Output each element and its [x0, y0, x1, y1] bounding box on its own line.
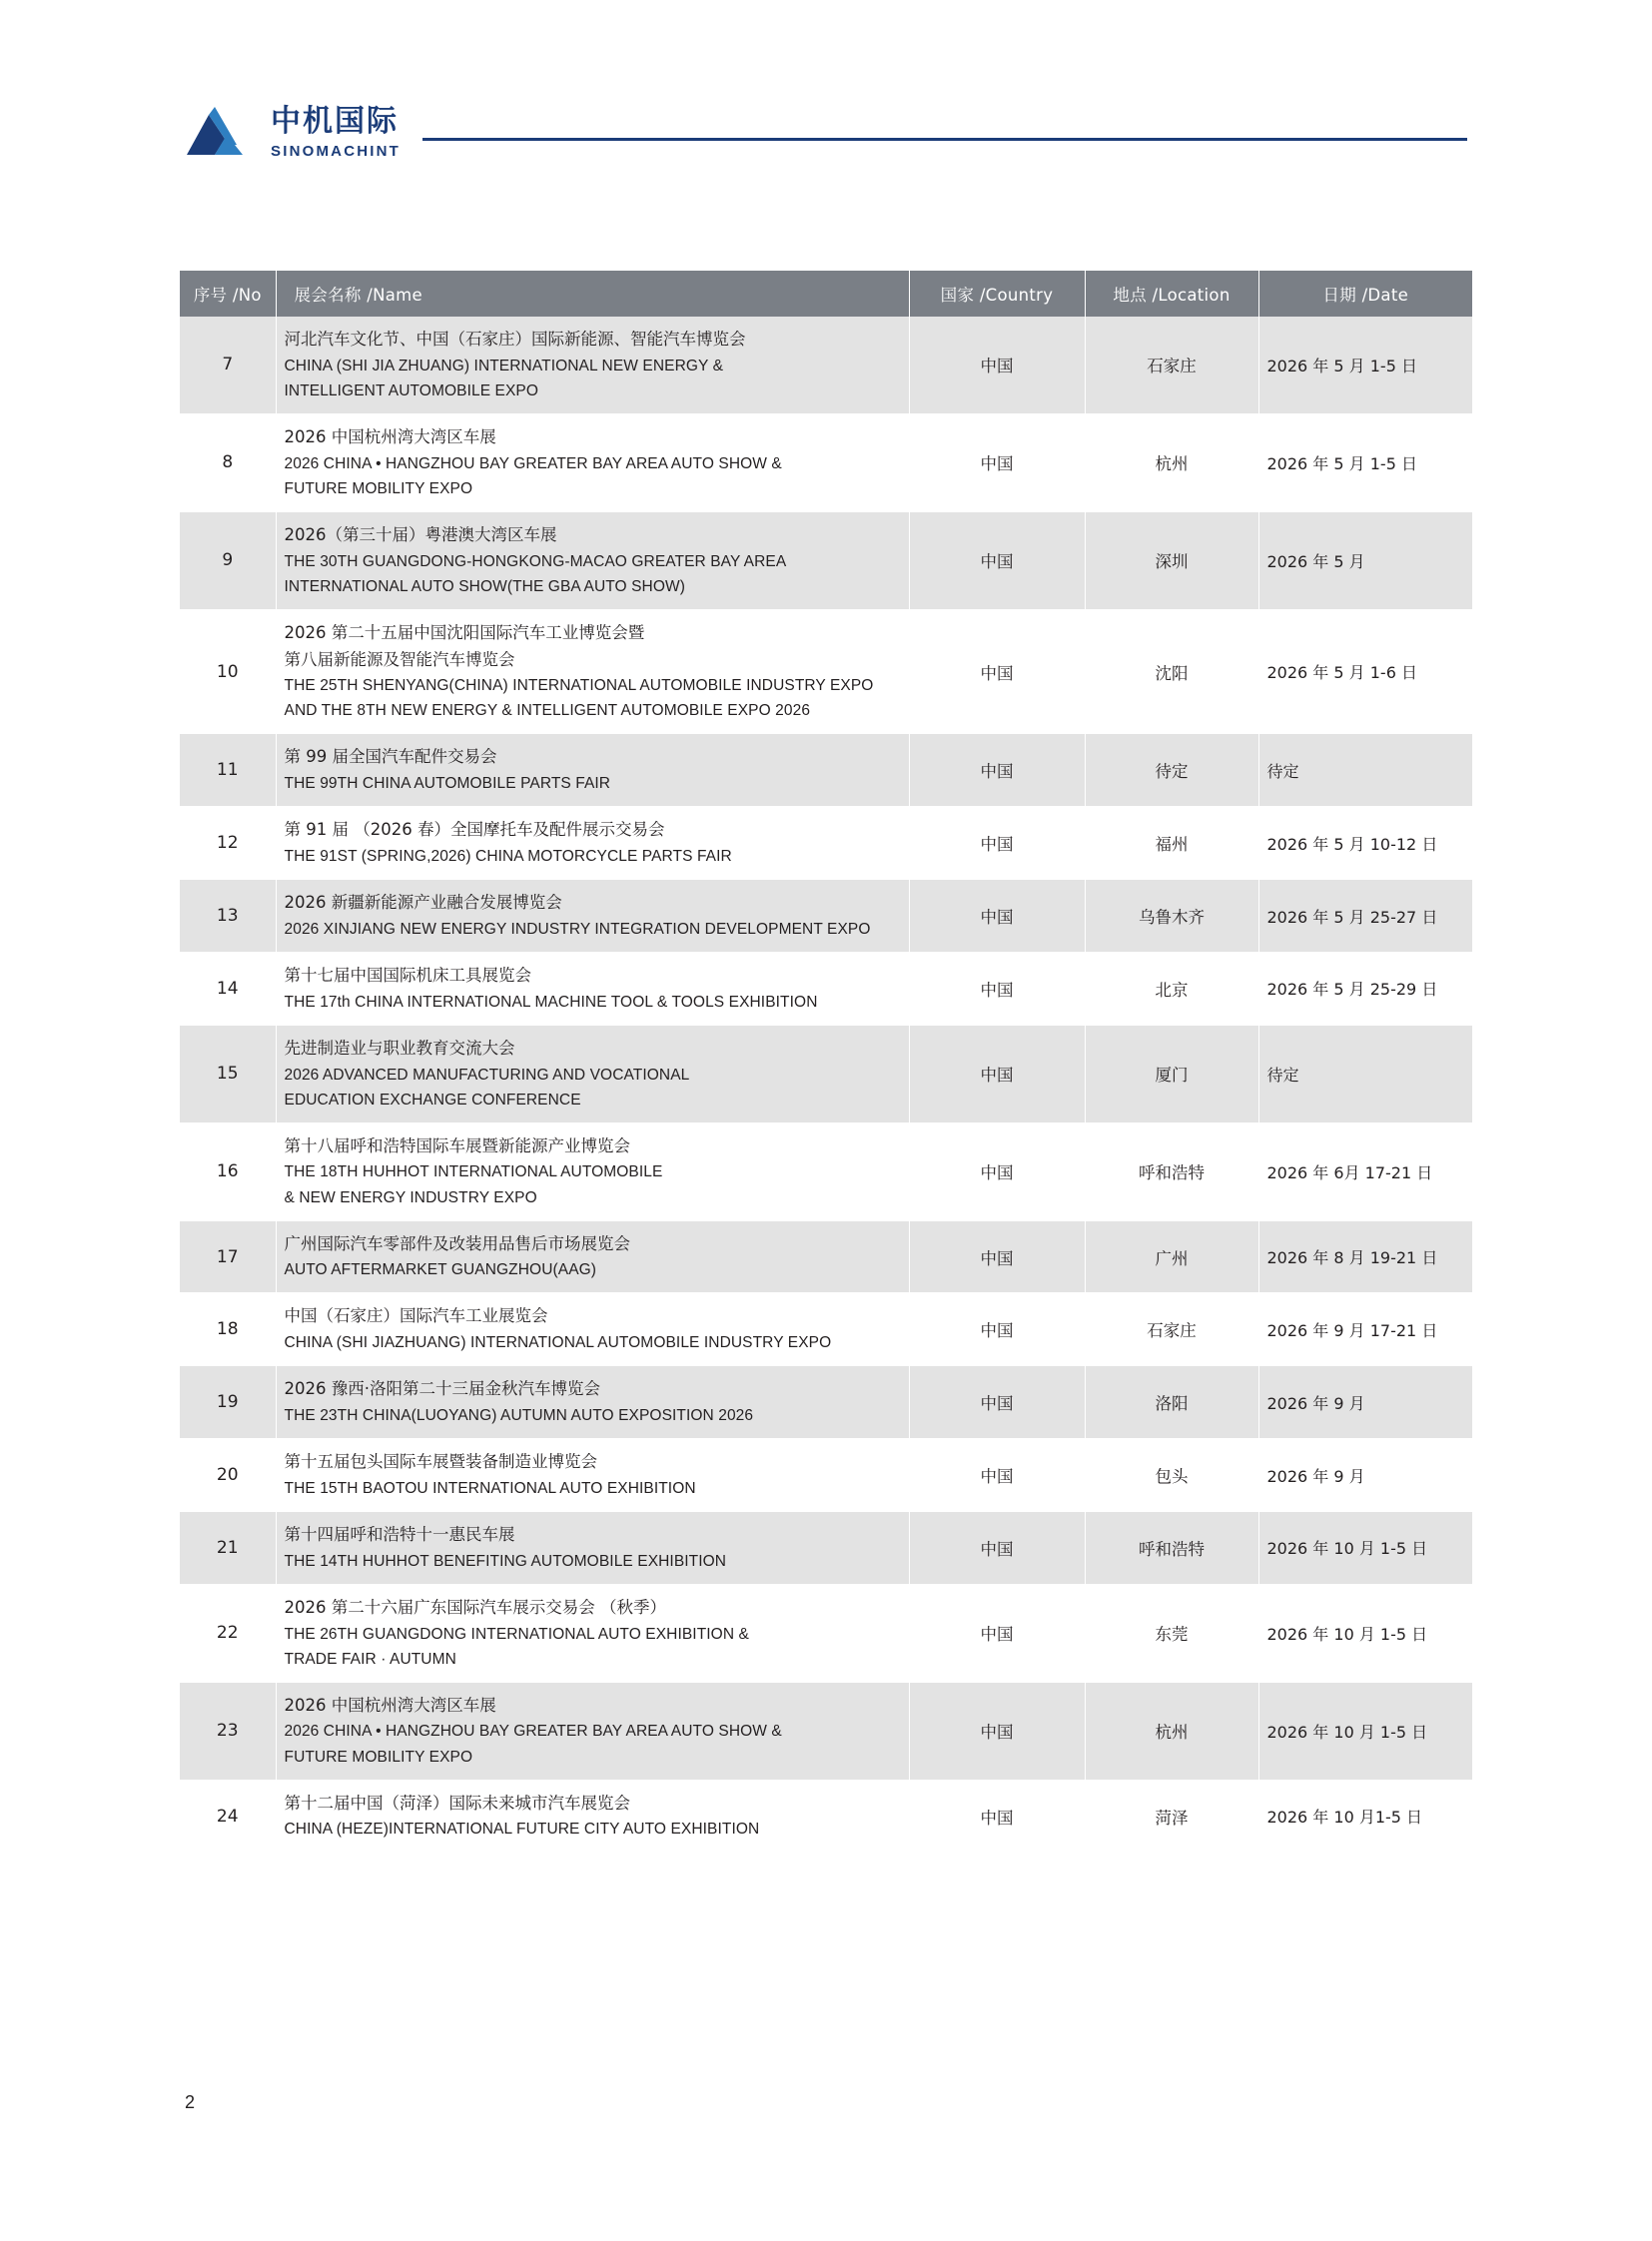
page-header [0, 0, 1652, 161]
exhibition-name-line: CHINA (SHI JIAZHUANG) INTERNATIONAL AUTOMOBILE INDUSTRY EXPO [284, 1334, 832, 1352]
exhibition-name-line: AND THE 8TH NEW ENERGY & INTELLIGENT AUTOMOBILE EXPO 2026 [284, 702, 811, 720]
cell-date: 2026 年 5 月 1-5 日 [1258, 413, 1472, 511]
cell-no: 20 [180, 1439, 276, 1512]
cell-country: 中国 [909, 952, 1085, 1025]
cell-exhibition-name [276, 880, 909, 953]
table-row [180, 734, 1472, 807]
cell-country: 中国 [909, 1682, 1085, 1780]
exhibition-name-line: 第十八届呼和浩特国际车展暨新能源产业博览会 [284, 1135, 630, 1155]
exhibition-name-line: 先进制造业与职业教育交流大会 [284, 1038, 515, 1058]
cell-location: 石家庄 [1085, 1293, 1258, 1366]
cell-date: 待定 [1258, 734, 1472, 807]
cell-country: 中国 [909, 1780, 1085, 1853]
cell-location: 待定 [1085, 734, 1258, 807]
exhibition-name-line: EDUCATION EXCHANGE CONFERENCE [284, 1091, 581, 1109]
exhibition-name-line: INTELLIGENT AUTOMOBILE EXPO [284, 381, 539, 399]
cell-date: 2026 年 9 月 [1258, 1439, 1472, 1512]
logo-english-name: SINOMACHINT [271, 143, 402, 160]
cell-date: 2026 年 6月 17-21 日 [1258, 1122, 1472, 1220]
cell-no: 12 [180, 807, 276, 880]
cell-no: 21 [180, 1511, 276, 1584]
mountain-logo-icon [185, 105, 257, 161]
column-header-no: 序号 /No [180, 271, 276, 317]
cell-location: 沈阳 [1085, 609, 1258, 734]
table-header-row [180, 271, 1472, 317]
page-number: 2 [185, 2092, 196, 2112]
cell-exhibition-name [276, 1220, 909, 1293]
table-row [180, 1584, 1472, 1682]
exhibition-name-line: 2026（第三十届）粤港澳大湾区车展 [284, 524, 557, 544]
exhibition-name-line: AUTO AFTERMARKET GUANGZHOU(AAG) [284, 1261, 597, 1279]
cell-date: 2026 年 10 月 1-5 日 [1258, 1584, 1472, 1682]
table-row [180, 1439, 1472, 1512]
cell-exhibition-name [276, 609, 909, 734]
cell-location: 深圳 [1085, 511, 1258, 609]
exhibition-name-line: THE 18TH HUHHOT INTERNATIONAL AUTOMOBILE [284, 1163, 663, 1181]
cell-date: 2026 年 5 月 10-12 日 [1258, 807, 1472, 880]
exhibition-name-line: 中国（石家庄）国际汽车工业展览会 [284, 1306, 548, 1326]
exhibition-name-line: 2026 XINJIANG NEW ENERGY INDUSTRY INTEGRATION DEVELOPMENT EXPO [284, 920, 871, 938]
exhibition-name-line: TRADE FAIR · AUTUMN [284, 1650, 456, 1668]
table-row [180, 1293, 1472, 1366]
table-row [180, 609, 1472, 734]
cell-exhibition-name [276, 1122, 909, 1220]
cell-location: 广州 [1085, 1220, 1258, 1293]
exhibition-name-line: FUTURE MOBILITY EXPO [284, 479, 473, 497]
cell-location: 包头 [1085, 1439, 1258, 1512]
cell-date: 2026 年 8 月 19-21 日 [1258, 1220, 1472, 1293]
column-header-country: 国家 /Country [909, 271, 1085, 317]
table-row [180, 1025, 1472, 1122]
cell-no: 9 [180, 511, 276, 609]
exhibition-name-line: 2026 CHINA • HANGZHOU BAY GREATER BAY AREA AUTO SHOW & [284, 1723, 782, 1741]
exhibition-name-line: THE 26TH GUANGDONG INTERNATIONAL AUTO EXHIBITION & [284, 1625, 749, 1643]
cell-country: 中国 [909, 1025, 1085, 1122]
exhibition-table-container [180, 271, 1472, 1854]
cell-exhibition-name [276, 1682, 909, 1780]
cell-country: 中国 [909, 1511, 1085, 1584]
cell-date: 2026 年 9 月 [1258, 1366, 1472, 1439]
cell-location: 呼和浩特 [1085, 1122, 1258, 1220]
cell-date: 2026 年 5 月 1-6 日 [1258, 609, 1472, 734]
exhibition-name-line: FUTURE MOBILITY EXPO [284, 1748, 473, 1766]
cell-exhibition-name [276, 1511, 909, 1584]
cell-date: 2026 年 5 月 25-29 日 [1258, 952, 1472, 1025]
cell-exhibition-name [276, 511, 909, 609]
exhibition-name-line: 2026 ADVANCED MANUFACTURING AND VOCATIONAL [284, 1066, 690, 1084]
cell-no: 14 [180, 952, 276, 1025]
column-header-date: 日期 /Date [1258, 271, 1472, 317]
exhibition-name-line: 第十二届中国（菏泽）国际未来城市汽车展览会 [284, 1793, 630, 1813]
exhibition-name-line: INTERNATIONAL AUTO SHOW(THE GBA AUTO SHOW) [284, 577, 686, 595]
cell-country: 中国 [909, 734, 1085, 807]
cell-country: 中国 [909, 1439, 1085, 1512]
cell-exhibition-name [276, 1780, 909, 1853]
company-logo [185, 105, 401, 161]
cell-location: 福州 [1085, 807, 1258, 880]
exhibition-name-line: THE 14TH HUHHOT BENEFITING AUTOMOBILE EXHIBITION [284, 1552, 727, 1570]
cell-country: 中国 [909, 1122, 1085, 1220]
cell-exhibition-name [276, 1366, 909, 1439]
cell-country: 中国 [909, 511, 1085, 609]
cell-country: 中国 [909, 413, 1085, 511]
cell-no: 8 [180, 413, 276, 511]
table-row [180, 1220, 1472, 1293]
cell-exhibition-name [276, 1584, 909, 1682]
cell-no: 16 [180, 1122, 276, 1220]
table-row [180, 1682, 1472, 1780]
cell-country: 中国 [909, 1220, 1085, 1293]
cell-date: 2026 年 5 月 1-5 日 [1258, 317, 1472, 413]
cell-location: 东莞 [1085, 1584, 1258, 1682]
cell-exhibition-name [276, 413, 909, 511]
cell-country: 中国 [909, 317, 1085, 413]
cell-date: 2026 年 9 月 17-21 日 [1258, 1293, 1472, 1366]
cell-no: 13 [180, 880, 276, 953]
cell-location: 呼和浩特 [1085, 1511, 1258, 1584]
cell-country: 中国 [909, 1366, 1085, 1439]
cell-location: 北京 [1085, 952, 1258, 1025]
cell-no: 15 [180, 1025, 276, 1122]
cell-date: 2026 年 10 月 1-5 日 [1258, 1511, 1472, 1584]
exhibition-name-line: 2026 豫西·洛阳第二十三届金秋汽车博览会 [284, 1379, 600, 1399]
column-header-location: 地点 /Location [1085, 271, 1258, 317]
table-row [180, 952, 1472, 1025]
exhibition-name-line: 2026 中国杭州湾大湾区车展 [284, 1695, 496, 1715]
table-row [180, 1366, 1472, 1439]
header-divider [422, 138, 1467, 141]
table-row [180, 413, 1472, 511]
exhibition-name-line: 第 99 届全国汽车配件交易会 [284, 747, 497, 767]
cell-exhibition-name [276, 807, 909, 880]
exhibition-name-line: 第十四届呼和浩特十一惠民车展 [284, 1524, 515, 1544]
cell-exhibition-name [276, 1025, 909, 1122]
exhibition-name-line: THE 99TH CHINA AUTOMOBILE PARTS FAIR [284, 775, 611, 793]
cell-date: 2026 年 5 月 [1258, 511, 1472, 609]
exhibition-name-line: THE 91ST (SPRING,2026) CHINA MOTORCYCLE PARTS FAIR [284, 848, 732, 866]
table-body [180, 317, 1472, 1853]
cell-location: 乌鲁木齐 [1085, 880, 1258, 953]
table-row [180, 1780, 1472, 1853]
cell-location: 菏泽 [1085, 1780, 1258, 1853]
cell-country: 中国 [909, 880, 1085, 953]
cell-country: 中国 [909, 609, 1085, 734]
cell-country: 中国 [909, 1584, 1085, 1682]
exhibition-name-line: CHINA (SHI JIA ZHUANG) INTERNATIONAL NEW ENERGY & [284, 357, 724, 374]
logo-chinese-name: 中机国际 [271, 104, 399, 139]
exhibition-name-line: 第十七届中国国际机床工具展览会 [284, 965, 531, 985]
cell-no: 18 [180, 1293, 276, 1366]
cell-location: 石家庄 [1085, 317, 1258, 413]
cell-no: 19 [180, 1366, 276, 1439]
cell-country: 中国 [909, 807, 1085, 880]
exhibition-name-line: 河北汽车文化节、中国（石家庄）国际新能源、智能汽车博览会 [284, 330, 746, 349]
cell-exhibition-name [276, 1439, 909, 1512]
cell-no: 11 [180, 734, 276, 807]
cell-no: 10 [180, 609, 276, 734]
cell-date: 2026 年 10 月 1-5 日 [1258, 1682, 1472, 1780]
logo-wordmark [271, 104, 402, 160]
cell-exhibition-name [276, 317, 909, 413]
table-row [180, 807, 1472, 880]
exhibition-name-line: 2026 第二十五届中国沈阳国际汽车工业博览会暨 [284, 622, 645, 642]
table-row [180, 880, 1472, 953]
column-header-name: 展会名称 /Name [276, 271, 909, 317]
cell-exhibition-name [276, 952, 909, 1025]
exhibition-name-line: & NEW ENERGY INDUSTRY EXPO [284, 1188, 537, 1206]
cell-location: 杭州 [1085, 413, 1258, 511]
cell-country: 中国 [909, 1293, 1085, 1366]
exhibition-name-line: THE 15TH BAOTOU INTERNATIONAL AUTO EXHIBITION [284, 1479, 696, 1497]
exhibition-name-line: 第八届新能源及智能汽车博览会 [284, 649, 515, 669]
exhibition-name-line: 第 91 届 （2026 春）全国摩托车及配件展示交易会 [284, 820, 665, 840]
cell-location: 厦门 [1085, 1025, 1258, 1122]
exhibition-name-line: 2026 新疆新能源产业融合发展博览会 [284, 893, 562, 913]
cell-no: 22 [180, 1584, 276, 1682]
exhibition-name-line: 广州国际汽车零部件及改装用品售后市场展览会 [284, 1233, 630, 1253]
table-row [180, 1122, 1472, 1220]
cell-location: 洛阳 [1085, 1366, 1258, 1439]
table-row [180, 317, 1472, 413]
exhibition-name-line: THE 17th CHINA INTERNATIONAL MACHINE TOOL & TOOLS EXHIBITION [284, 993, 818, 1011]
cell-date: 2026 年 10 月1-5 日 [1258, 1780, 1472, 1853]
cell-date: 待定 [1258, 1025, 1472, 1122]
exhibition-name-line: 2026 第二十六届广东国际汽车展示交易会 （秋季） [284, 1597, 666, 1617]
table-header [180, 271, 1472, 317]
exhibition-table [180, 271, 1472, 1854]
cell-location: 杭州 [1085, 1682, 1258, 1780]
cell-no: 23 [180, 1682, 276, 1780]
exhibition-name-line: 第十五届包头国际车展暨装备制造业博览会 [284, 1452, 597, 1472]
exhibition-name-line: THE 23TH CHINA(LUOYANG) AUTUMN AUTO EXPOSITION 2026 [284, 1407, 754, 1425]
exhibition-name-line: 2026 CHINA • HANGZHOU BAY GREATER BAY AREA AUTO SHOW & [284, 454, 782, 472]
exhibition-name-line: CHINA (HEZE)INTERNATIONAL FUTURE CITY AUTO EXHIBITION [284, 1821, 760, 1839]
exhibition-name-line: 2026 中国杭州湾大湾区车展 [284, 426, 496, 446]
cell-date: 2026 年 5 月 25-27 日 [1258, 880, 1472, 953]
cell-exhibition-name [276, 1293, 909, 1366]
exhibition-name-line: THE 30TH GUANGDONG-HONGKONG-MACAO GREATER BAY AREA [284, 552, 787, 570]
cell-exhibition-name [276, 734, 909, 807]
cell-no: 17 [180, 1220, 276, 1293]
table-row [180, 1511, 1472, 1584]
exhibition-name-line: THE 25TH SHENYANG(CHINA) INTERNATIONAL AUTOMOBILE INDUSTRY EXPO [284, 677, 874, 695]
table-row [180, 511, 1472, 609]
cell-no: 7 [180, 317, 276, 413]
cell-no: 24 [180, 1780, 276, 1853]
